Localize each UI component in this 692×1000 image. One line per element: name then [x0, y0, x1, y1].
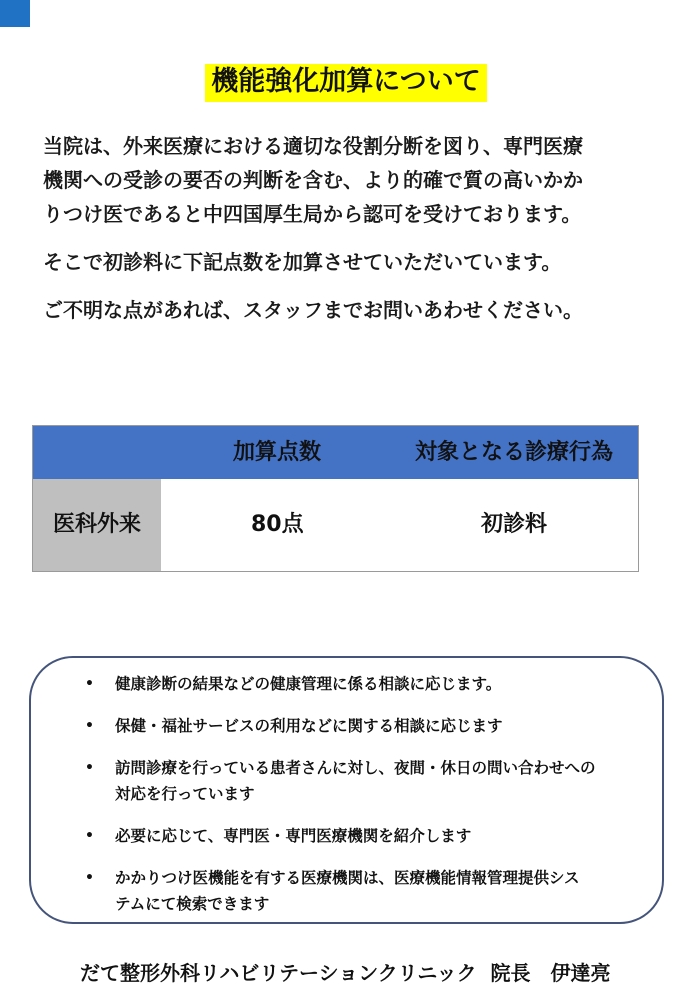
footer-signature: [80, 957, 611, 986]
bullet-icon: •: [85, 718, 94, 734]
list-item-text: 健康診断の結果などの健康管理に係る相談に応じます。: [115, 675, 502, 693]
info-list: [85, 671, 625, 933]
list-item: [85, 671, 625, 697]
title-area: [0, 64, 692, 102]
list-item: [85, 823, 625, 849]
page-title: 機能強化加算について: [205, 64, 486, 102]
column-header-points: 加算点数: [233, 440, 322, 465]
cell-points: 80点: [251, 512, 304, 537]
intro-paragraph-3: ご不明な点があれば、スタッフまでお問いあわせください。: [43, 298, 583, 322]
bullet-icon: •: [85, 760, 94, 776]
bullet-icon: •: [85, 828, 94, 844]
list-item-text: かかりつけ医機能を有する医療機関は、医療機能情報管理提供シス: [115, 869, 580, 887]
cell-target: 初診料: [481, 512, 548, 537]
list-item-text: 保健・福祉サービスの利用などに関する相談に応じます: [115, 717, 503, 735]
column-header-target: 対象となる診療行為: [415, 440, 614, 465]
bullet-icon: •: [85, 870, 94, 886]
clinic-name: だて整形外科リハビリテーションクリニック: [80, 961, 477, 985]
list-item-text: 必要に応じて、専門医・専門医療機関を紹介します: [115, 827, 472, 845]
list-item: [85, 755, 625, 807]
list-item: [85, 865, 625, 917]
list-item: [85, 713, 625, 739]
intro-paragraph-1: [43, 129, 663, 231]
info-box: [29, 656, 664, 924]
director-name: 院長 伊達亮: [490, 961, 611, 985]
intro-paragraph-2: そこで初診料に下記点数を加算させていただいています。: [43, 250, 562, 274]
intro-line: りつけ医であると中四国厚生局から認可を受けております。: [43, 202, 582, 226]
intro-line: 機関への受診の要否の判断を含む、より的確で質の高いかか: [43, 168, 583, 192]
list-item-text: テムにて検索できます: [115, 895, 270, 913]
row-header-category: 医科外来: [33, 479, 161, 571]
bullet-icon: •: [85, 676, 94, 692]
list-item-text: 対応を行っています: [115, 785, 255, 803]
corner-accent: [0, 0, 30, 27]
list-item-text: 訪問診療を行っている患者さんに対し、夜間・休日の問い合わせへの: [115, 759, 596, 777]
intro-text: [43, 129, 663, 327]
table-header-row: [33, 426, 638, 479]
fee-table: [32, 425, 639, 572]
intro-line: 当院は、外来医療における適切な役割分断を図り、専門医療: [43, 134, 583, 158]
